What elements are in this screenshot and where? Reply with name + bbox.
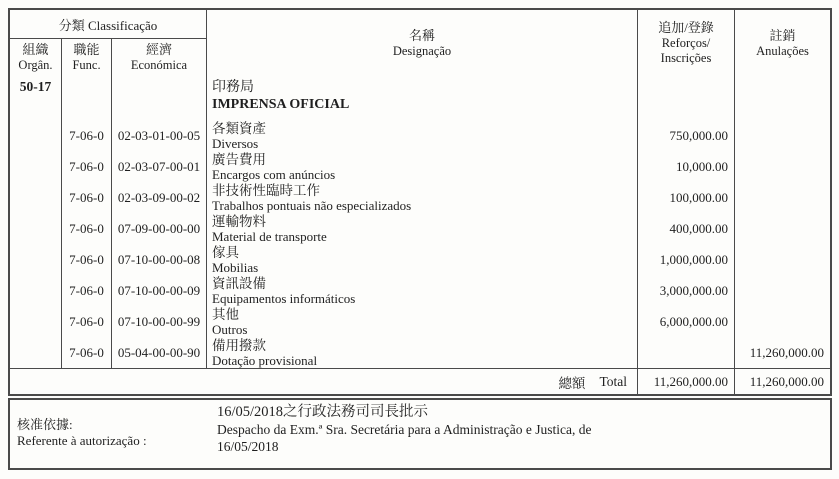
total-label xyxy=(10,369,638,394)
entity-organ-code: 50-17 xyxy=(10,76,62,120)
designation-pt: Equipamentos informáticos xyxy=(212,291,356,306)
econ-code-cell: 07-10-00-00-09 xyxy=(112,275,207,306)
organ-code-cell xyxy=(10,213,62,244)
header-organ-pt: Orgân. xyxy=(18,58,53,72)
reforcos-amount-cell: 100,000.00 xyxy=(638,182,735,213)
func-code-cell: 7-06-0 xyxy=(62,120,112,151)
total-reforcos-amount: 11,260,000.00 xyxy=(638,369,735,394)
func-code-cell: 7-06-0 xyxy=(62,213,112,244)
header-reforcos-pt2: Inscrições xyxy=(660,51,712,65)
designation-zh: 其他 xyxy=(212,307,239,322)
entity-name-pt: IMPRENSA OFICIAL xyxy=(212,97,350,112)
designation-pt: Material de transporte xyxy=(212,229,327,244)
table-row xyxy=(10,151,830,182)
designation-pt: Encargos com anúncios xyxy=(212,167,336,182)
header-reforcos-zh: 追加/登錄 xyxy=(658,20,714,35)
authorization-box xyxy=(8,398,832,470)
header-anulacoes-zh: 註銷 xyxy=(769,27,796,43)
header-anulacoes xyxy=(735,10,830,76)
reforcos-amount-cell: 400,000.00 xyxy=(638,213,735,244)
header-organ xyxy=(10,39,62,76)
header-economica-zh: 經濟 xyxy=(145,42,172,57)
designation-zh: 運輸物料 xyxy=(212,214,266,229)
organ-code-cell xyxy=(10,244,62,275)
entity-func-cell xyxy=(62,76,112,120)
table-row xyxy=(10,275,830,306)
authorization-line1: 16/05/2018之行政法務司司長批示 xyxy=(217,404,429,420)
authorization-labels xyxy=(17,417,147,449)
header-func-zh: 職能 xyxy=(73,42,100,57)
reforcos-amount-cell: 6,000,000.00 xyxy=(638,306,735,337)
designation-pt: Dotação provisional xyxy=(212,353,318,368)
entity-designation-cell xyxy=(207,76,638,120)
designation-cell xyxy=(207,151,638,182)
table-row xyxy=(10,306,830,337)
anulacoes-amount-cell xyxy=(735,151,830,182)
total-label-zh: 總額 xyxy=(558,375,586,391)
func-code-cell: 7-06-0 xyxy=(62,244,112,275)
authorization-text xyxy=(217,403,591,455)
econ-code-cell: 07-09-00-00-00 xyxy=(112,213,207,244)
total-row xyxy=(10,368,830,394)
header-designacao-zh: 名稱 xyxy=(408,27,435,43)
anulacoes-amount-cell: 11,260,000.00 xyxy=(749,344,824,360)
header-organ-zh: 組織 xyxy=(22,42,49,57)
header-designacao-pt: Designação xyxy=(392,43,452,58)
designation-zh: 廣告費用 xyxy=(212,152,266,167)
designation-zh: 資訊設備 xyxy=(212,276,266,291)
designation-cell xyxy=(207,275,638,306)
table-row xyxy=(10,120,830,151)
entity-econ-cell xyxy=(112,76,207,120)
econ-code-cell: 07-10-00-00-08 xyxy=(112,244,207,275)
entity-anulacoes-cell xyxy=(735,76,830,120)
anulacoes-amount-cell xyxy=(735,306,830,337)
header-economica-pt: Económica xyxy=(130,58,188,72)
table-header xyxy=(10,10,830,76)
designation-cell xyxy=(207,244,638,275)
reforcos-amount-cell: 1,000,000.00 xyxy=(638,244,735,275)
reforcos-amount-cell: 3,000,000.00 xyxy=(638,275,735,306)
budget-table xyxy=(8,8,832,396)
reforcos-amount-cell xyxy=(638,337,735,368)
designation-zh: 傢具 xyxy=(212,245,239,260)
table-body xyxy=(10,120,830,368)
designation-cell xyxy=(207,213,638,244)
designation-cell xyxy=(207,306,638,337)
header-designacao xyxy=(207,10,638,76)
econ-code-cell: 02-03-07-00-01 xyxy=(112,151,207,182)
func-code-cell: 7-06-0 xyxy=(62,306,112,337)
anulacoes-amount-cell xyxy=(735,213,830,244)
econ-code-cell: 05-04-00-00-90 xyxy=(112,337,207,368)
organ-code-cell xyxy=(10,306,62,337)
authorization-label-zh: 核准依據: xyxy=(17,417,73,432)
authorization-line3: 16/05/2018 xyxy=(217,439,279,454)
designation-pt: Mobilias xyxy=(212,260,259,275)
econ-code-cell: 07-10-00-00-99 xyxy=(112,306,207,337)
econ-code-cell: 02-03-09-00-02 xyxy=(112,182,207,213)
reforcos-amount-cell: 10,000.00 xyxy=(638,151,735,182)
header-economica xyxy=(112,39,207,76)
table-row xyxy=(10,337,830,368)
designation-pt: Outros xyxy=(212,322,248,337)
designation-zh: 非技術性臨時工作 xyxy=(212,183,320,198)
organ-code-cell xyxy=(10,182,62,213)
total-label-pt: Total xyxy=(599,373,627,389)
authorization-line2: Despacho da Exm.ª Sra. Secretária para a Administração e Justica, de xyxy=(217,422,592,437)
designation-cell xyxy=(207,337,638,368)
func-code-cell: 7-06-0 xyxy=(62,182,112,213)
header-reforcos xyxy=(638,10,735,76)
designation-cell xyxy=(207,120,638,151)
table-row xyxy=(10,213,830,244)
organ-code-cell xyxy=(10,275,62,306)
header-reforcos-pt1: Reforços/ xyxy=(661,36,711,50)
func-code-cell: 7-06-0 xyxy=(62,275,112,306)
header-anulacoes-pt: Anulações xyxy=(756,43,809,58)
authorization-label-pt: Referente à autorização : xyxy=(17,433,147,448)
header-func-pt: Func. xyxy=(72,58,101,72)
designation-zh: 備用撥款 xyxy=(212,338,266,353)
anulacoes-amount-cell xyxy=(735,275,830,306)
econ-code-cell: 02-03-01-00-05 xyxy=(112,120,207,151)
reforcos-amount-cell: 750,000.00 xyxy=(638,120,735,151)
organ-code-cell xyxy=(10,120,62,151)
entity-row xyxy=(10,76,830,120)
designation-pt: Trabalhos pontuais não especializados xyxy=(212,198,412,213)
entity-reforcos-cell xyxy=(638,76,735,120)
designation-zh: 各類資產 xyxy=(212,121,266,136)
entity-name-zh: 印務局 xyxy=(212,80,254,95)
header-func xyxy=(62,39,112,76)
organ-code-cell xyxy=(10,151,62,182)
anulacoes-amount-cell xyxy=(735,182,830,213)
table-row xyxy=(10,244,830,275)
designation-pt: Diversos xyxy=(212,136,259,151)
designation-cell xyxy=(207,182,638,213)
func-code-cell: 7-06-0 xyxy=(62,337,112,368)
table-row xyxy=(10,182,830,213)
organ-code-cell xyxy=(10,337,62,368)
total-anulacoes-amount: 11,260,000.00 xyxy=(749,373,824,389)
anulacoes-amount-cell xyxy=(735,120,830,151)
func-code-cell: 7-06-0 xyxy=(62,151,112,182)
anulacoes-amount-cell xyxy=(735,244,830,275)
header-classification-group: 分類 Classificação xyxy=(10,10,207,39)
